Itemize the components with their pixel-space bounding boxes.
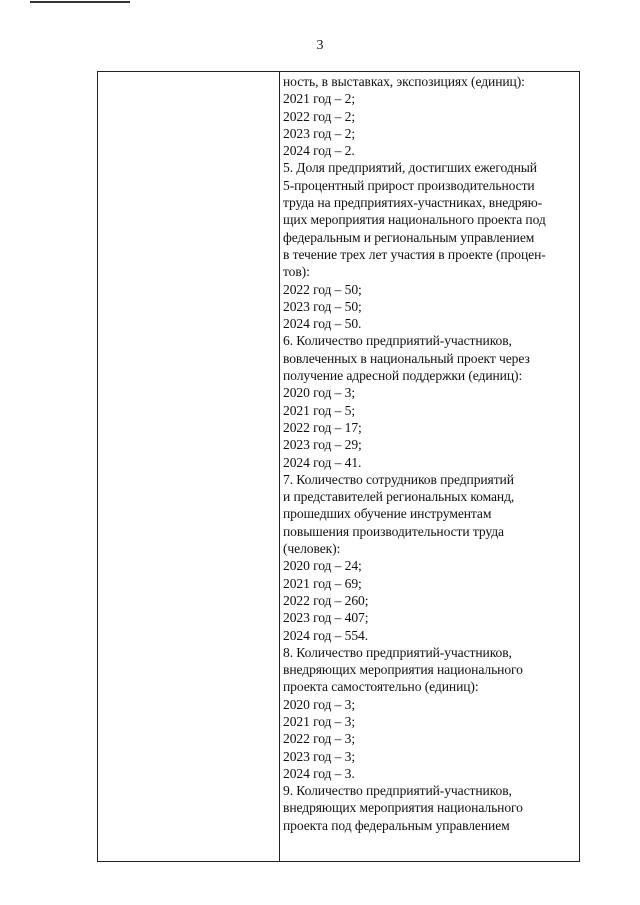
text-line: 2022 год – 17; (283, 419, 362, 435)
text-line: 2021 год – 2; (283, 91, 356, 107)
text-line: федеральным и региональным управлением (283, 229, 535, 245)
text-line: 8. Количество предприятий-участников, (283, 644, 512, 660)
text-line: в течение трех лет участия в проекте (процен- (283, 246, 546, 262)
text-line: 2022 год – 2; (283, 108, 356, 124)
text-line: 5. Доля предприятий, достигших ежегодный (283, 160, 537, 176)
text-line: 9. Количество предприятий-участников, (283, 783, 512, 799)
text-line: 2023 год – 50; (283, 298, 362, 314)
text-line: проекта под федеральным управлением (283, 817, 510, 833)
text-line: 6. Количество предприятий-участников, (283, 333, 512, 349)
text-line: 2024 год – 41. (283, 454, 362, 470)
text-line: труда на предприятиях-участниках, внедряю- (283, 195, 543, 211)
text-line: 7. Количество сотрудников предприятий (283, 471, 514, 487)
text-line: (человек): (283, 541, 341, 557)
text-line: 2023 год – 407; (283, 610, 369, 626)
text-line: прошедших обучение инструментам (283, 506, 492, 522)
text-line: 2022 год – 260; (283, 592, 369, 608)
text-line: проекта самостоятельно (единиц): (283, 679, 479, 695)
text-line: 2020 год – 3; (283, 696, 356, 712)
text-line: 2023 год – 3; (283, 748, 356, 764)
text-line: 2022 год – 3; (283, 731, 356, 747)
text-line: 2024 год – 554. (283, 627, 369, 643)
text-line: 2021 год – 5; (283, 402, 356, 418)
text-line: вовлеченных в национальный проект через (283, 350, 530, 366)
column-divider (279, 72, 280, 861)
text-line: 2023 год – 29; (283, 437, 362, 453)
text-line: внедряющих мероприятия национального (283, 800, 523, 816)
text-line: 2024 год – 2. (283, 143, 355, 159)
text-line: тов): (283, 264, 310, 280)
top-corner-rule (30, 0, 130, 3)
text-line: 2022 год – 50; (283, 281, 362, 297)
text-line: 2021 год – 69; (283, 575, 362, 591)
text-line: 5-процентный прирост производительности (283, 177, 535, 193)
text-line: ность, в выставках, экспозициях (единиц): (283, 74, 525, 89)
text-line: 2021 год – 3; (283, 713, 356, 729)
text-line: 2024 год – 50. (283, 316, 362, 332)
table-right-cell (283, 73, 578, 834)
text-line: повышения производительности труда (283, 523, 504, 539)
text-line: 2024 год – 3. (283, 765, 355, 781)
document-table (97, 71, 580, 862)
text-line: 2020 год – 24; (283, 558, 362, 574)
text-line: внедряющих мероприятия национального (283, 662, 523, 678)
text-line: 2020 год – 3; (283, 385, 356, 401)
text-line: щих мероприятия национального проекта под (283, 212, 546, 228)
page-number: 3 (316, 38, 324, 53)
text-line: и представителей региональных команд, (283, 489, 515, 505)
text-line: 2023 год – 2; (283, 125, 356, 141)
text-line: получение адресной поддержки (единиц): (283, 368, 523, 384)
